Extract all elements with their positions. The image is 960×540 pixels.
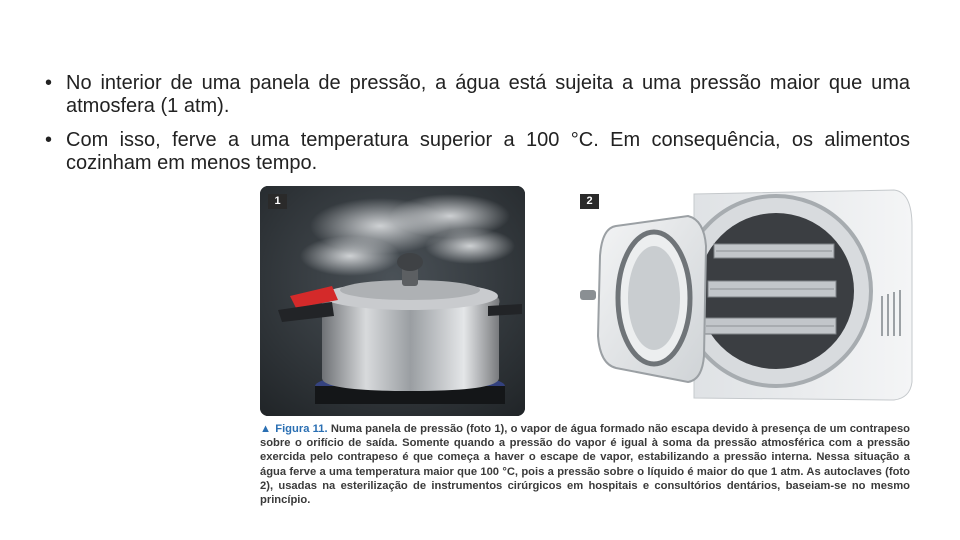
figure-caption [260,422,910,507]
bullet-item-temperature [45,129,910,175]
bullet-list [45,72,910,186]
caption-marker-icon: ▲ [260,423,272,435]
caption-text: Numa panela de pressão (foto 1), o vapor de água formado não escapa devido à presença de um contrapeso sobre o orifício de saída. Somente quando a pressão do vapor é igual à soma da pressão atmosférica com a pressão exercida pelo contrapeso é que começa a haver o escape de vapor, estabilizando a pressão interna. Nessa situação a água ferve a uma temperatura maior que 100 °C, pois a pressão sobre o líquido é maior do que 1 atm. As autoclaves (foto 2), usadas na esterilização de instrumentos cirúrgicos em hospitais e consultórios dentários, baseiam-se no mesmo princípio. [260,423,910,507]
pressure-cooker-photo [260,186,525,416]
photo-number-badge: 1 [268,194,287,209]
figure-label: Figura 11. [275,423,328,435]
bullet-dot: • [45,129,53,151]
bullet-item-pressure [45,72,910,118]
pressure-cooker-illustration [260,186,525,416]
autoclave-photo [576,186,916,416]
bullet-text: No interior de uma panela de pressão, a água está sujeita a uma pressão maior que uma atmosfera (1 atm). [66,72,910,117]
bullet-text: Com isso, ferve a uma temperatura superior a 100 °C. Em consequência, os alimentos cozinham em menos tempo. [66,129,910,174]
bullet-dot: • [45,72,53,94]
photo-number-badge: 2 [580,194,599,209]
autoclave-illustration [576,186,916,416]
